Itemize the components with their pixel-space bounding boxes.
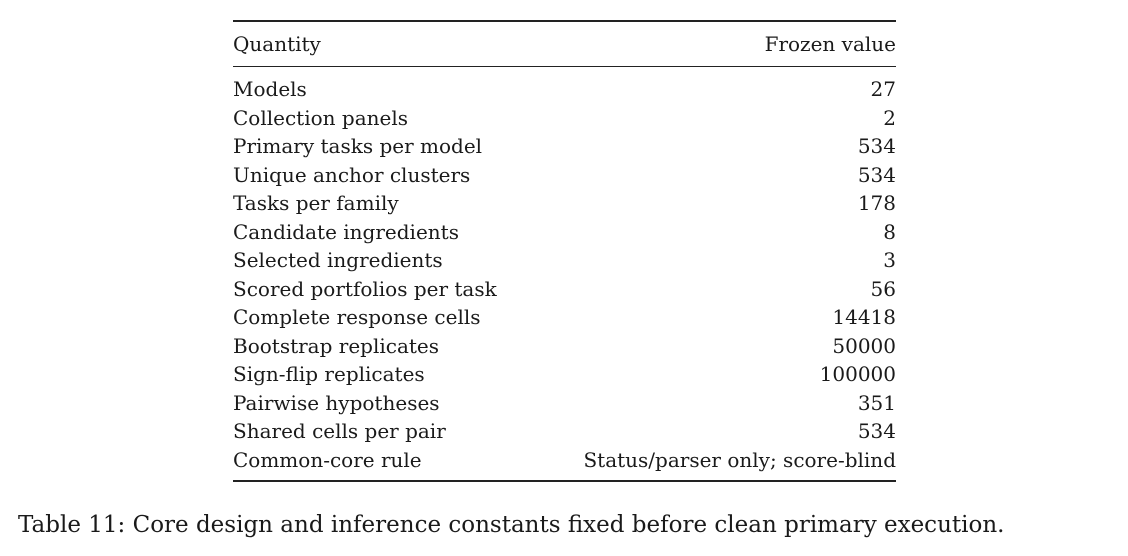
row-frozen-value: 534 [857, 419, 896, 443]
row-frozen-value: 14418 [832, 305, 896, 329]
table-row [233, 189, 896, 218]
table-row [233, 332, 896, 361]
design-constants-table [233, 20, 896, 482]
row-quantity: Scored portfolios per task [233, 276, 497, 301]
row-quantity: Common-core rule [233, 447, 422, 472]
table-body [233, 67, 896, 480]
header-frozen-value: Frozen value [764, 32, 896, 56]
row-frozen-value: 56 [870, 276, 896, 301]
row-quantity: Primary tasks per model [233, 134, 483, 158]
table-row [233, 360, 896, 389]
table-bottom-rule [233, 480, 896, 482]
table-header-row [233, 22, 896, 66]
row-frozen-value: Status/parser only; score-blind [583, 447, 896, 472]
table-row [233, 417, 896, 446]
row-frozen-value: 2 [883, 105, 896, 130]
row-quantity: Shared cells per pair [233, 419, 446, 443]
table-row [233, 104, 896, 133]
row-frozen-value: 351 [857, 390, 896, 415]
table-caption: Table 11: Core design and inference constants fixed before clean primary execution. [18, 512, 1005, 538]
row-quantity: Unique anchor clusters [233, 162, 471, 187]
row-quantity: Candidate ingredients [233, 219, 459, 244]
row-quantity: Complete response cells [233, 305, 481, 329]
table-row [233, 389, 896, 418]
row-frozen-value: 534 [857, 134, 896, 158]
row-frozen-value: 27 [870, 77, 896, 101]
row-frozen-value: 100000 [819, 362, 896, 386]
table-row [233, 161, 896, 190]
row-frozen-value: 8 [883, 219, 896, 244]
table-row [233, 446, 896, 475]
row-frozen-value: 3 [883, 248, 896, 272]
row-quantity: Collection panels [233, 105, 408, 130]
row-frozen-value: 178 [857, 191, 896, 215]
header-quantity: Quantity [233, 32, 321, 56]
row-quantity: Sign-flip replicates [233, 362, 425, 386]
row-quantity: Models [233, 77, 307, 101]
table-row [233, 246, 896, 275]
table-row [233, 75, 896, 104]
row-quantity: Tasks per family [233, 191, 399, 215]
table-row [233, 132, 896, 161]
row-quantity: Bootstrap replicates [233, 333, 440, 358]
row-frozen-value: 534 [857, 162, 896, 187]
table-row [233, 303, 896, 332]
row-quantity: Pairwise hypotheses [233, 390, 440, 415]
table-row [233, 275, 896, 304]
table-row [233, 218, 896, 247]
row-quantity: Selected ingredients [233, 248, 443, 272]
row-frozen-value: 50000 [832, 333, 896, 358]
